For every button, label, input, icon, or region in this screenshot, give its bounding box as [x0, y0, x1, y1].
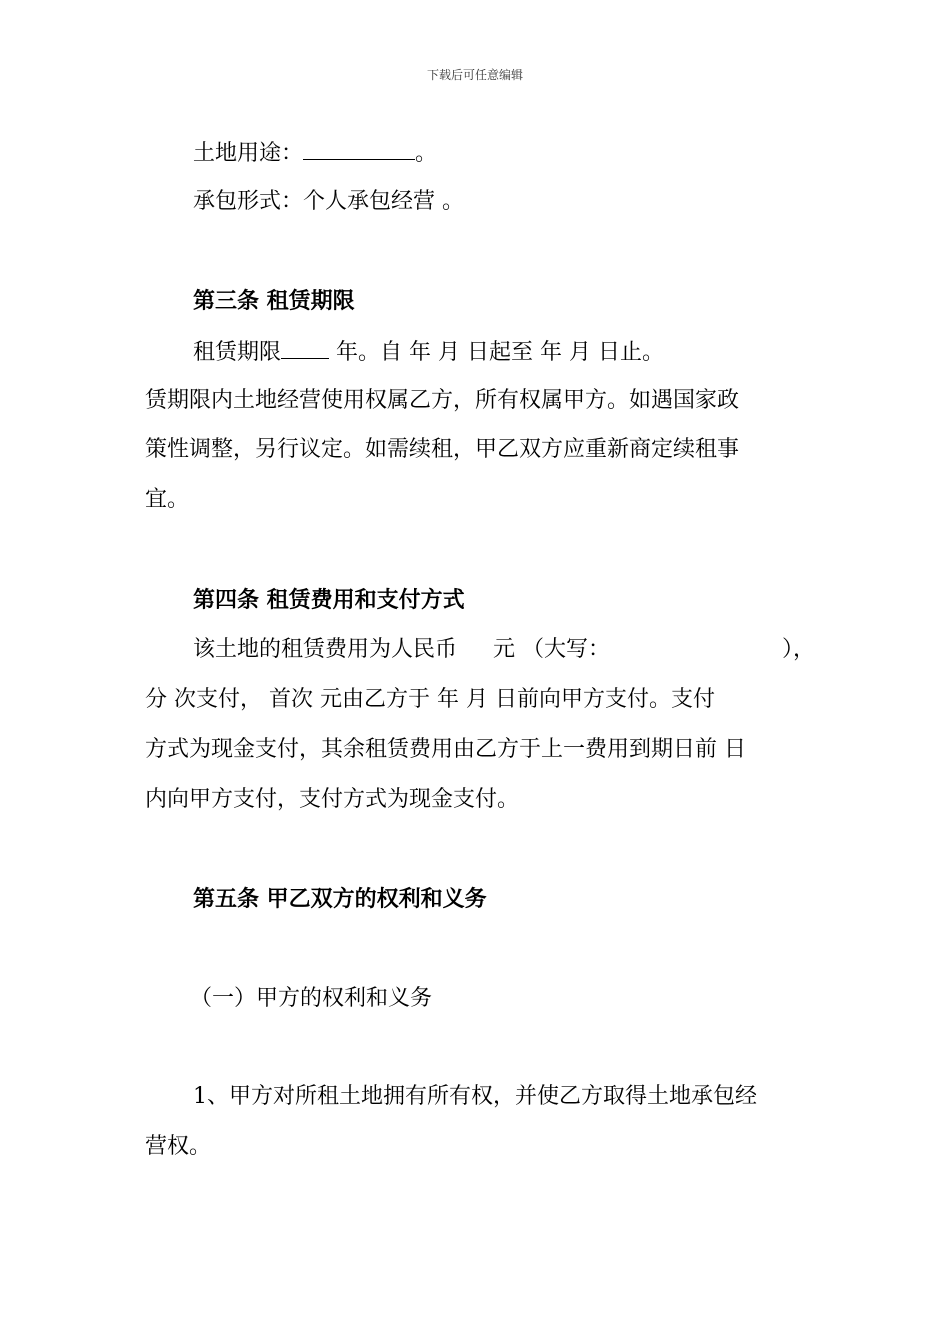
- land-use-line: [193, 137, 815, 169]
- article-4-line-2: 分 次支付， 首次 元由乙方于 年 月 日前向甲方支付。支付: [145, 687, 715, 712]
- article-4-line-4: 内向甲方支付，支付方式为现金支付。: [145, 787, 520, 812]
- lease-term-dates: 年。自 年 月 日起至 年 月 日止。: [329, 340, 664, 365]
- fee-label: 该土地的租赁费用为人民币: [193, 637, 458, 662]
- article-3-title: 第三条 租赁期限: [193, 288, 355, 314]
- land-use-blank: [303, 137, 415, 160]
- article-4-title: 第四条 租赁费用和支付方式: [193, 587, 465, 613]
- lease-term-blank: [281, 336, 329, 359]
- page-header: 下载后可任意编辑: [426, 68, 523, 82]
- fee-unit-capital: 元 （大写：: [493, 637, 611, 662]
- article-3-line-2: 赁期限内土地经营使用权属乙方，所有权属甲方。如遇国家政: [145, 388, 740, 413]
- article-3-line-3: 策性调整，另行议定。如需续租，甲乙双方应重新商定续租事: [145, 437, 740, 462]
- item-1-line-1: 1、甲方对所租土地拥有所有权，并使乙方取得土地承包经: [193, 1084, 757, 1109]
- item-1-line-2: 营权。: [145, 1134, 212, 1159]
- land-use-label: 土地用途：: [193, 141, 304, 166]
- article-4-line-1: [193, 635, 815, 665]
- article-3-line-1: [193, 336, 815, 368]
- section-1-heading: （一）甲方的权利和义务: [190, 986, 433, 1011]
- land-use-end: 。: [415, 141, 438, 166]
- article-5-title: 第五条 甲乙双方的权利和义务: [193, 886, 487, 912]
- article-3-line-4: 宜。: [145, 487, 190, 512]
- contract-form-line: 承包形式：个人承包经营 。: [193, 189, 464, 214]
- lease-term-label: 租赁期限: [193, 340, 282, 365]
- fee-text: [193, 635, 610, 665]
- article-4-line-3: 方式为现金支付，其余租赁费用由乙方于上一费用到期日前 日: [145, 737, 746, 762]
- fee-close: ），: [781, 637, 815, 662]
